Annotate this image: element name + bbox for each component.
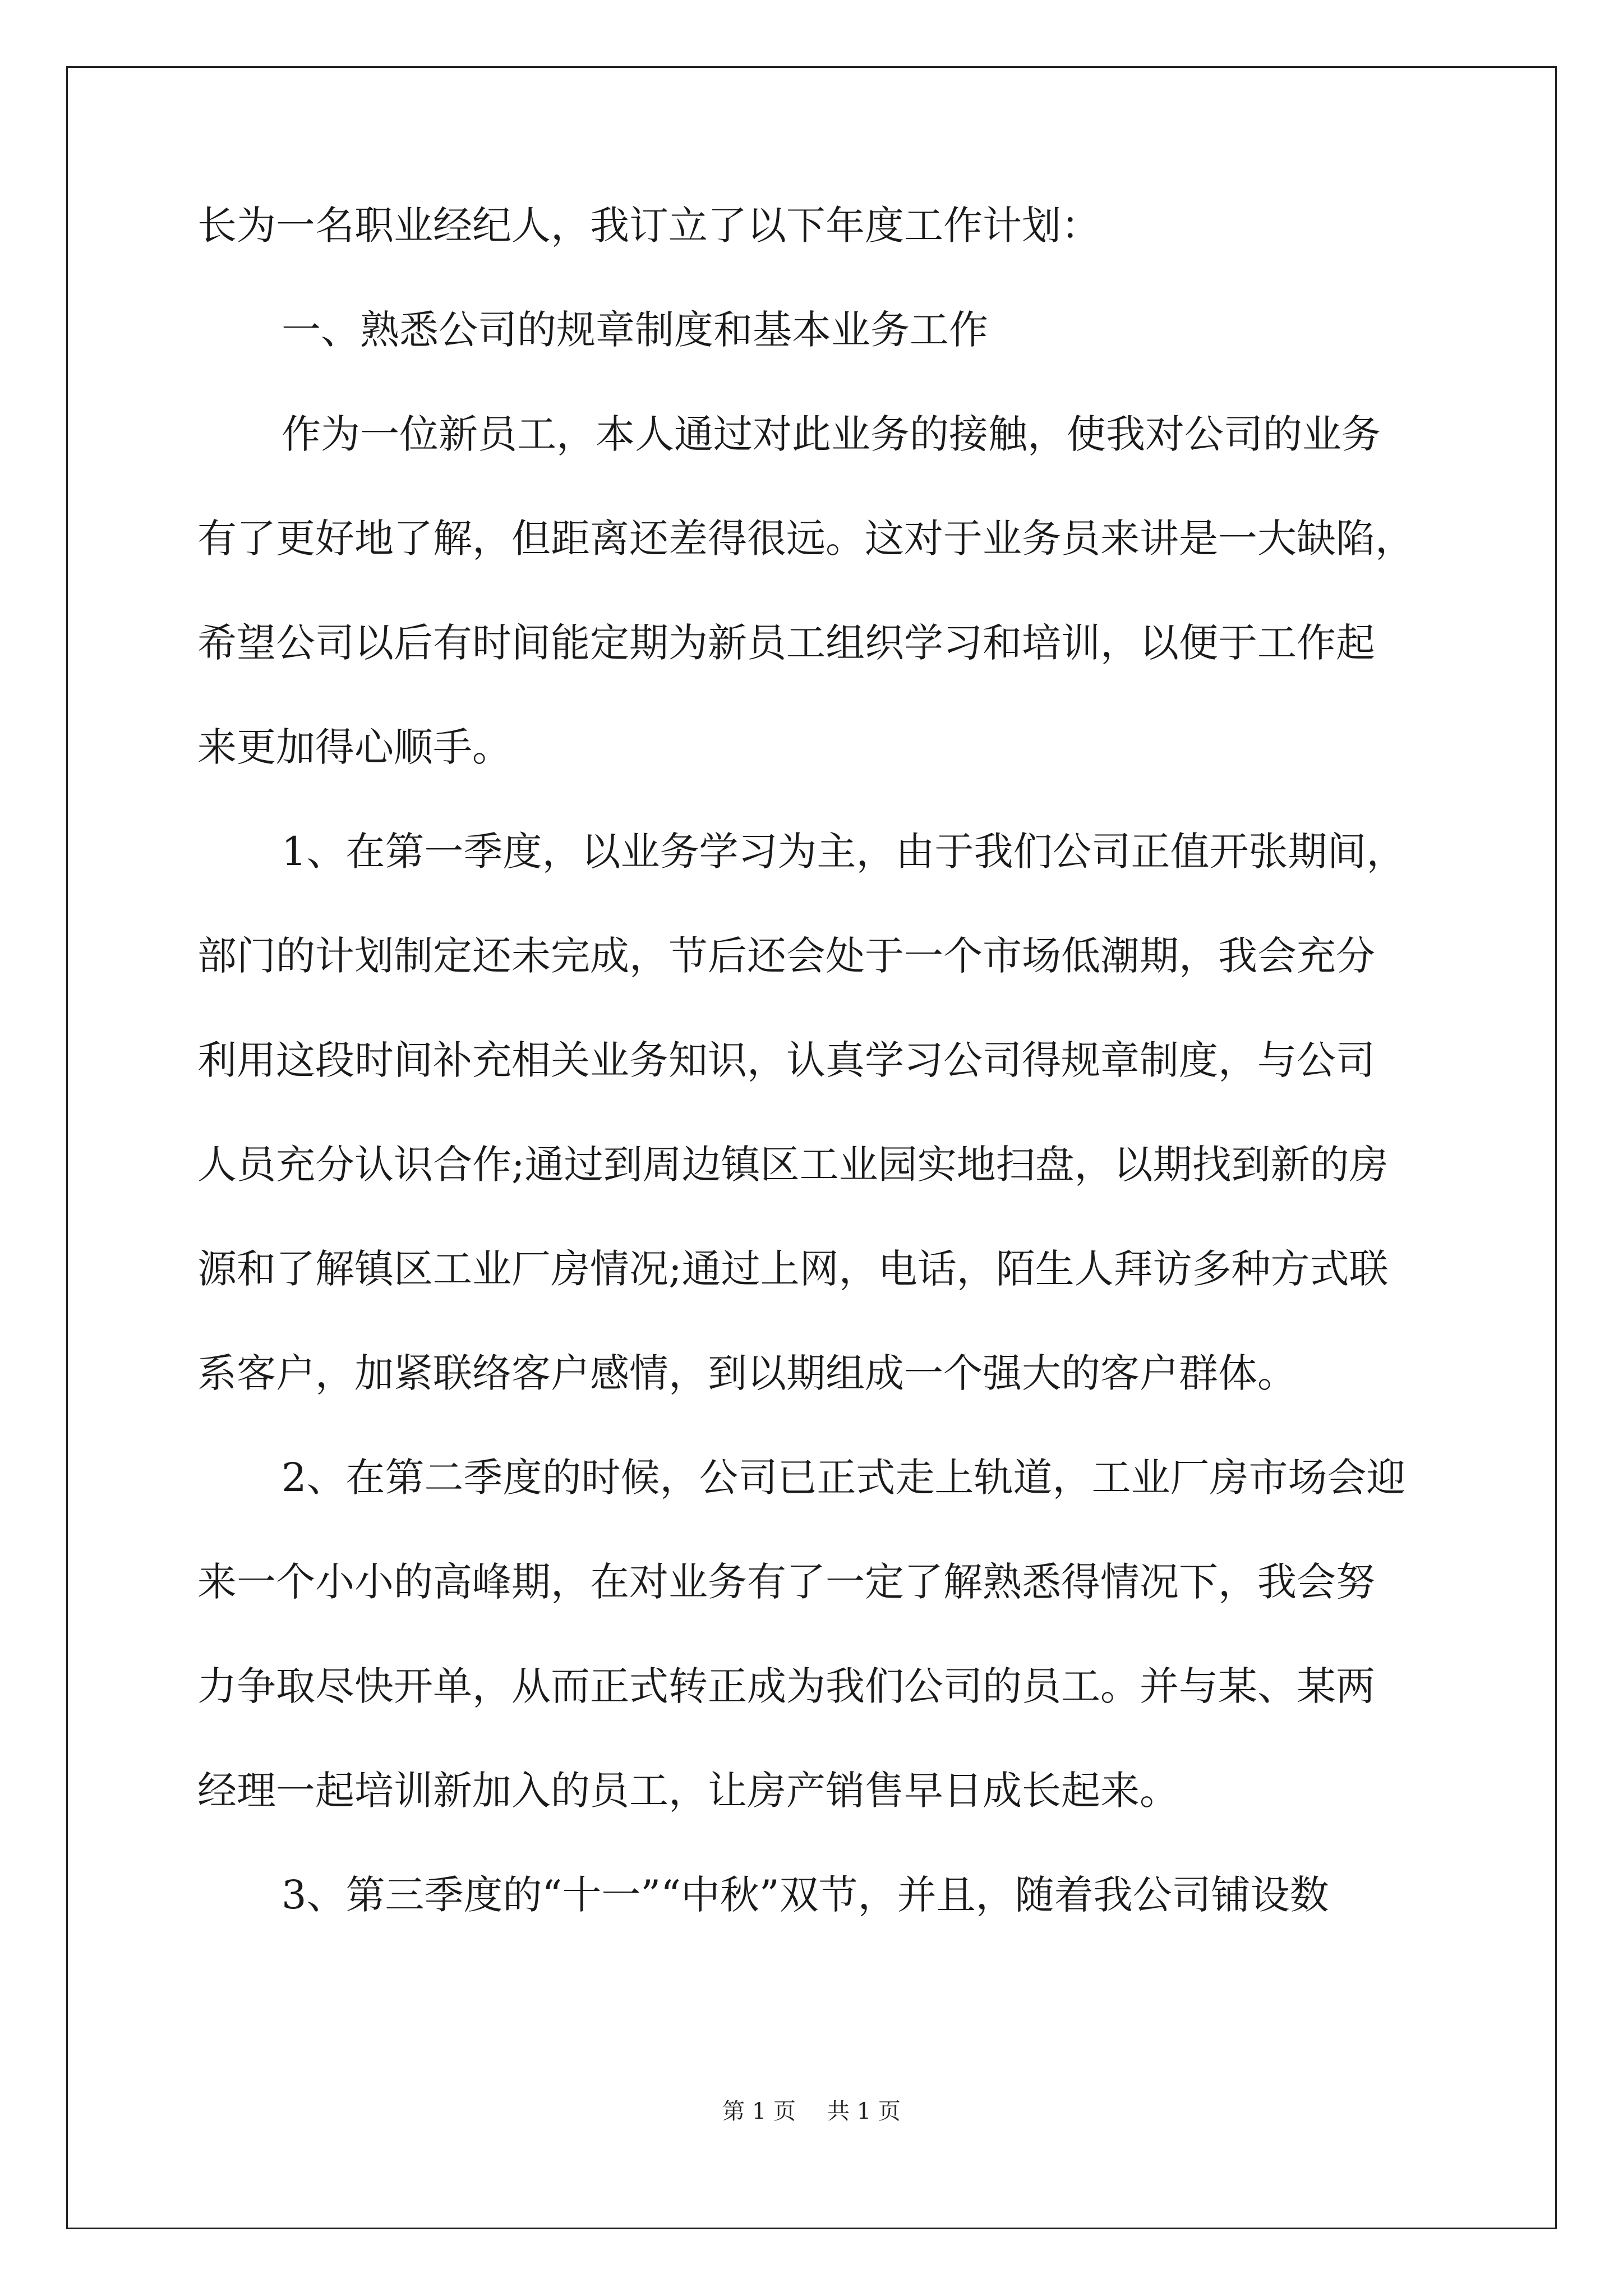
text-line: 部门的计划制定还未完成，节后还会处于一个市场低潮期，我会充分: [197, 933, 1375, 979]
text-line: 作为一位新员工，本人通过对此业务的接触，使我对公司的业务: [282, 411, 1381, 457]
page-footer: [0, 2093, 1623, 2125]
text-line: 有了更好地了解，但距离还差得很远。这对于业务员来讲是一大缺陷，: [197, 516, 1414, 562]
text-line: 2、在第二季度的时候，公司已正式走上轨道，工业厂房市场会迎: [282, 1455, 1406, 1501]
text-line: 长为一名职业经纪人，我订立了以下年度工作计划：: [197, 203, 1100, 249]
text-line: 人员充分认识合作;通过到周边镇区工业园实地扫盘，以期找到新的房: [197, 1142, 1389, 1188]
text-line: 利用这段时间补充相关业务知识，认真学习公司得规章制度，与公司: [197, 1037, 1375, 1083]
page-number: 第 1 页: [722, 2099, 796, 2124]
text-line: 希望公司以后有时间能定期为新员工组织学习和培训，以便于工作起: [197, 620, 1375, 666]
text-line: 一、熟悉公司的规章制度和基本业务工作: [282, 307, 988, 353]
text-line: 系客户，加紧联络客户感情，到以期组成一个强大的客户群体。: [197, 1350, 1297, 1396]
text-line: 来一个小小的高峰期，在对业务有了一定了解熟悉得情况下，我会努: [197, 1559, 1375, 1605]
text-line: 来更加得心顺手。: [197, 724, 511, 770]
text-line: 力争取尽快开单，从而正式转正成为我们公司的员工。并与某、某两: [197, 1663, 1375, 1709]
page-total: 共 1 页: [827, 2099, 901, 2124]
text-line: 3、第三季度的“十一”“中秋”双节，并且，随着我公司铺设数: [282, 1872, 1329, 1918]
text-line: 1、在第一季度，以业务学习为主，由于我们公司正值开张期间，: [282, 829, 1406, 875]
text-line: 源和了解镇区工业厂房情况;通过上网，电话，陌生人拜访多种方式联: [197, 1246, 1389, 1292]
text-line: 经理一起培训新加入的员工，让房产销售早日成长起来。: [197, 1768, 1179, 1814]
